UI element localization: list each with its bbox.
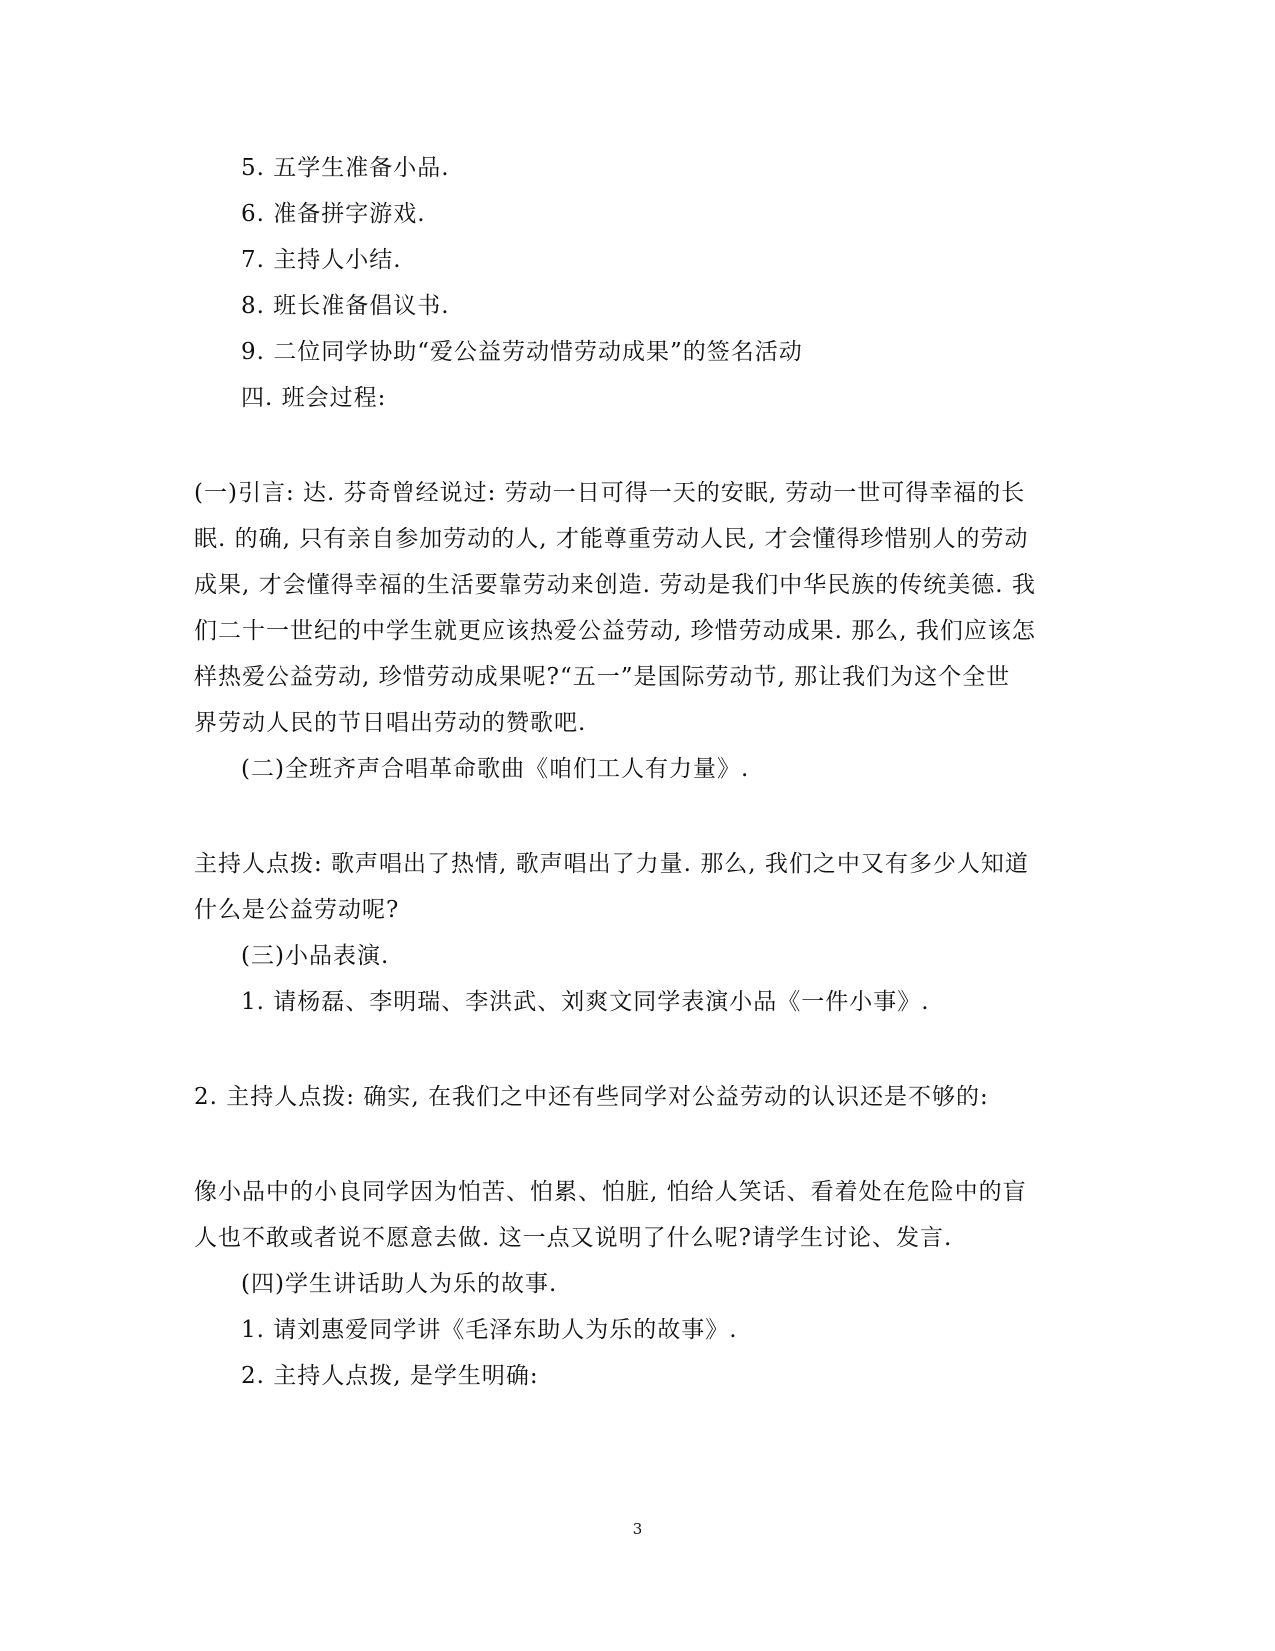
text-line: 什么是公益劳动呢? xyxy=(194,897,400,923)
text-line: (一)引言: 达. 芬奇曾经说过: 劳动一日可得一天的安眠, 劳动一世可得幸福的长 xyxy=(194,480,1026,506)
text-line: 成果, 才会懂得幸福的生活要靠劳动来创造. 劳动是我们中华民族的传统美德. 我 xyxy=(194,572,1036,598)
text-line: (二)全班齐声合唱革命歌曲《咱们工人有力量》. xyxy=(241,756,750,782)
text-line: (四)学生讲话助人为乐的故事. xyxy=(241,1271,558,1297)
text-line: 1. 请刘惠爱同学讲《毛泽东助人为乐的故事》. xyxy=(241,1317,738,1343)
text-line: 2. 主持人点拨, 是学生明确: xyxy=(241,1363,539,1389)
text-line: 9. 二位同学协助“爱公益劳动惜劳动成果”的签名活动 xyxy=(241,339,803,365)
text-line: 6. 准备拼字游戏. xyxy=(241,201,426,227)
text-line: 样热爱公益劳动, 珍惜劳动成果呢?“五一”是国际劳动节, 那让我们为这个全世 xyxy=(194,664,1011,690)
text-line: 7. 主持人小结. xyxy=(241,247,402,273)
text-line: 像小品中的小良同学因为怕苦、怕累、怕脏, 怕给人笑话、看着处在危险中的盲 xyxy=(194,1179,1027,1205)
text-line: (三)小品表演. xyxy=(241,943,390,969)
text-line: 眠. 的确, 只有亲自参加劳动的人, 才能尊重劳动人民, 才会懂得珍惜别人的劳动 xyxy=(194,526,1029,552)
page-number: 3 xyxy=(632,1520,643,1538)
text-line: 5. 五学生准备小品. xyxy=(241,155,450,181)
section-heading: 四. 班会过程: xyxy=(241,385,387,411)
text-line: 8. 班长准备倡议书. xyxy=(241,293,450,319)
text-line: 1. 请杨磊、李明瑞、李洪武、刘爽文同学表演小品《一件小事》. xyxy=(241,989,930,1015)
text-line: 们二十一世纪的中学生就更应该热爱公益劳动, 珍惜劳动成果. 那么, 我们应该怎 xyxy=(194,618,1036,644)
text-line: 人也不敢或者说不愿意去做. 这一点又说明了什么呢?请学生讨论、发言. xyxy=(194,1225,953,1251)
text-line: 主持人点拨: 歌声唱出了热情, 歌声唱出了力量. 那么, 我们之中又有多少人知道 xyxy=(194,851,1029,877)
text-line: 2. 主持人点拨: 确实, 在我们之中还有些同学对公益劳动的认识还是不够的: xyxy=(194,1084,989,1110)
text-line: 界劳动人民的节日唱出劳动的赞歌吧. xyxy=(194,710,587,736)
